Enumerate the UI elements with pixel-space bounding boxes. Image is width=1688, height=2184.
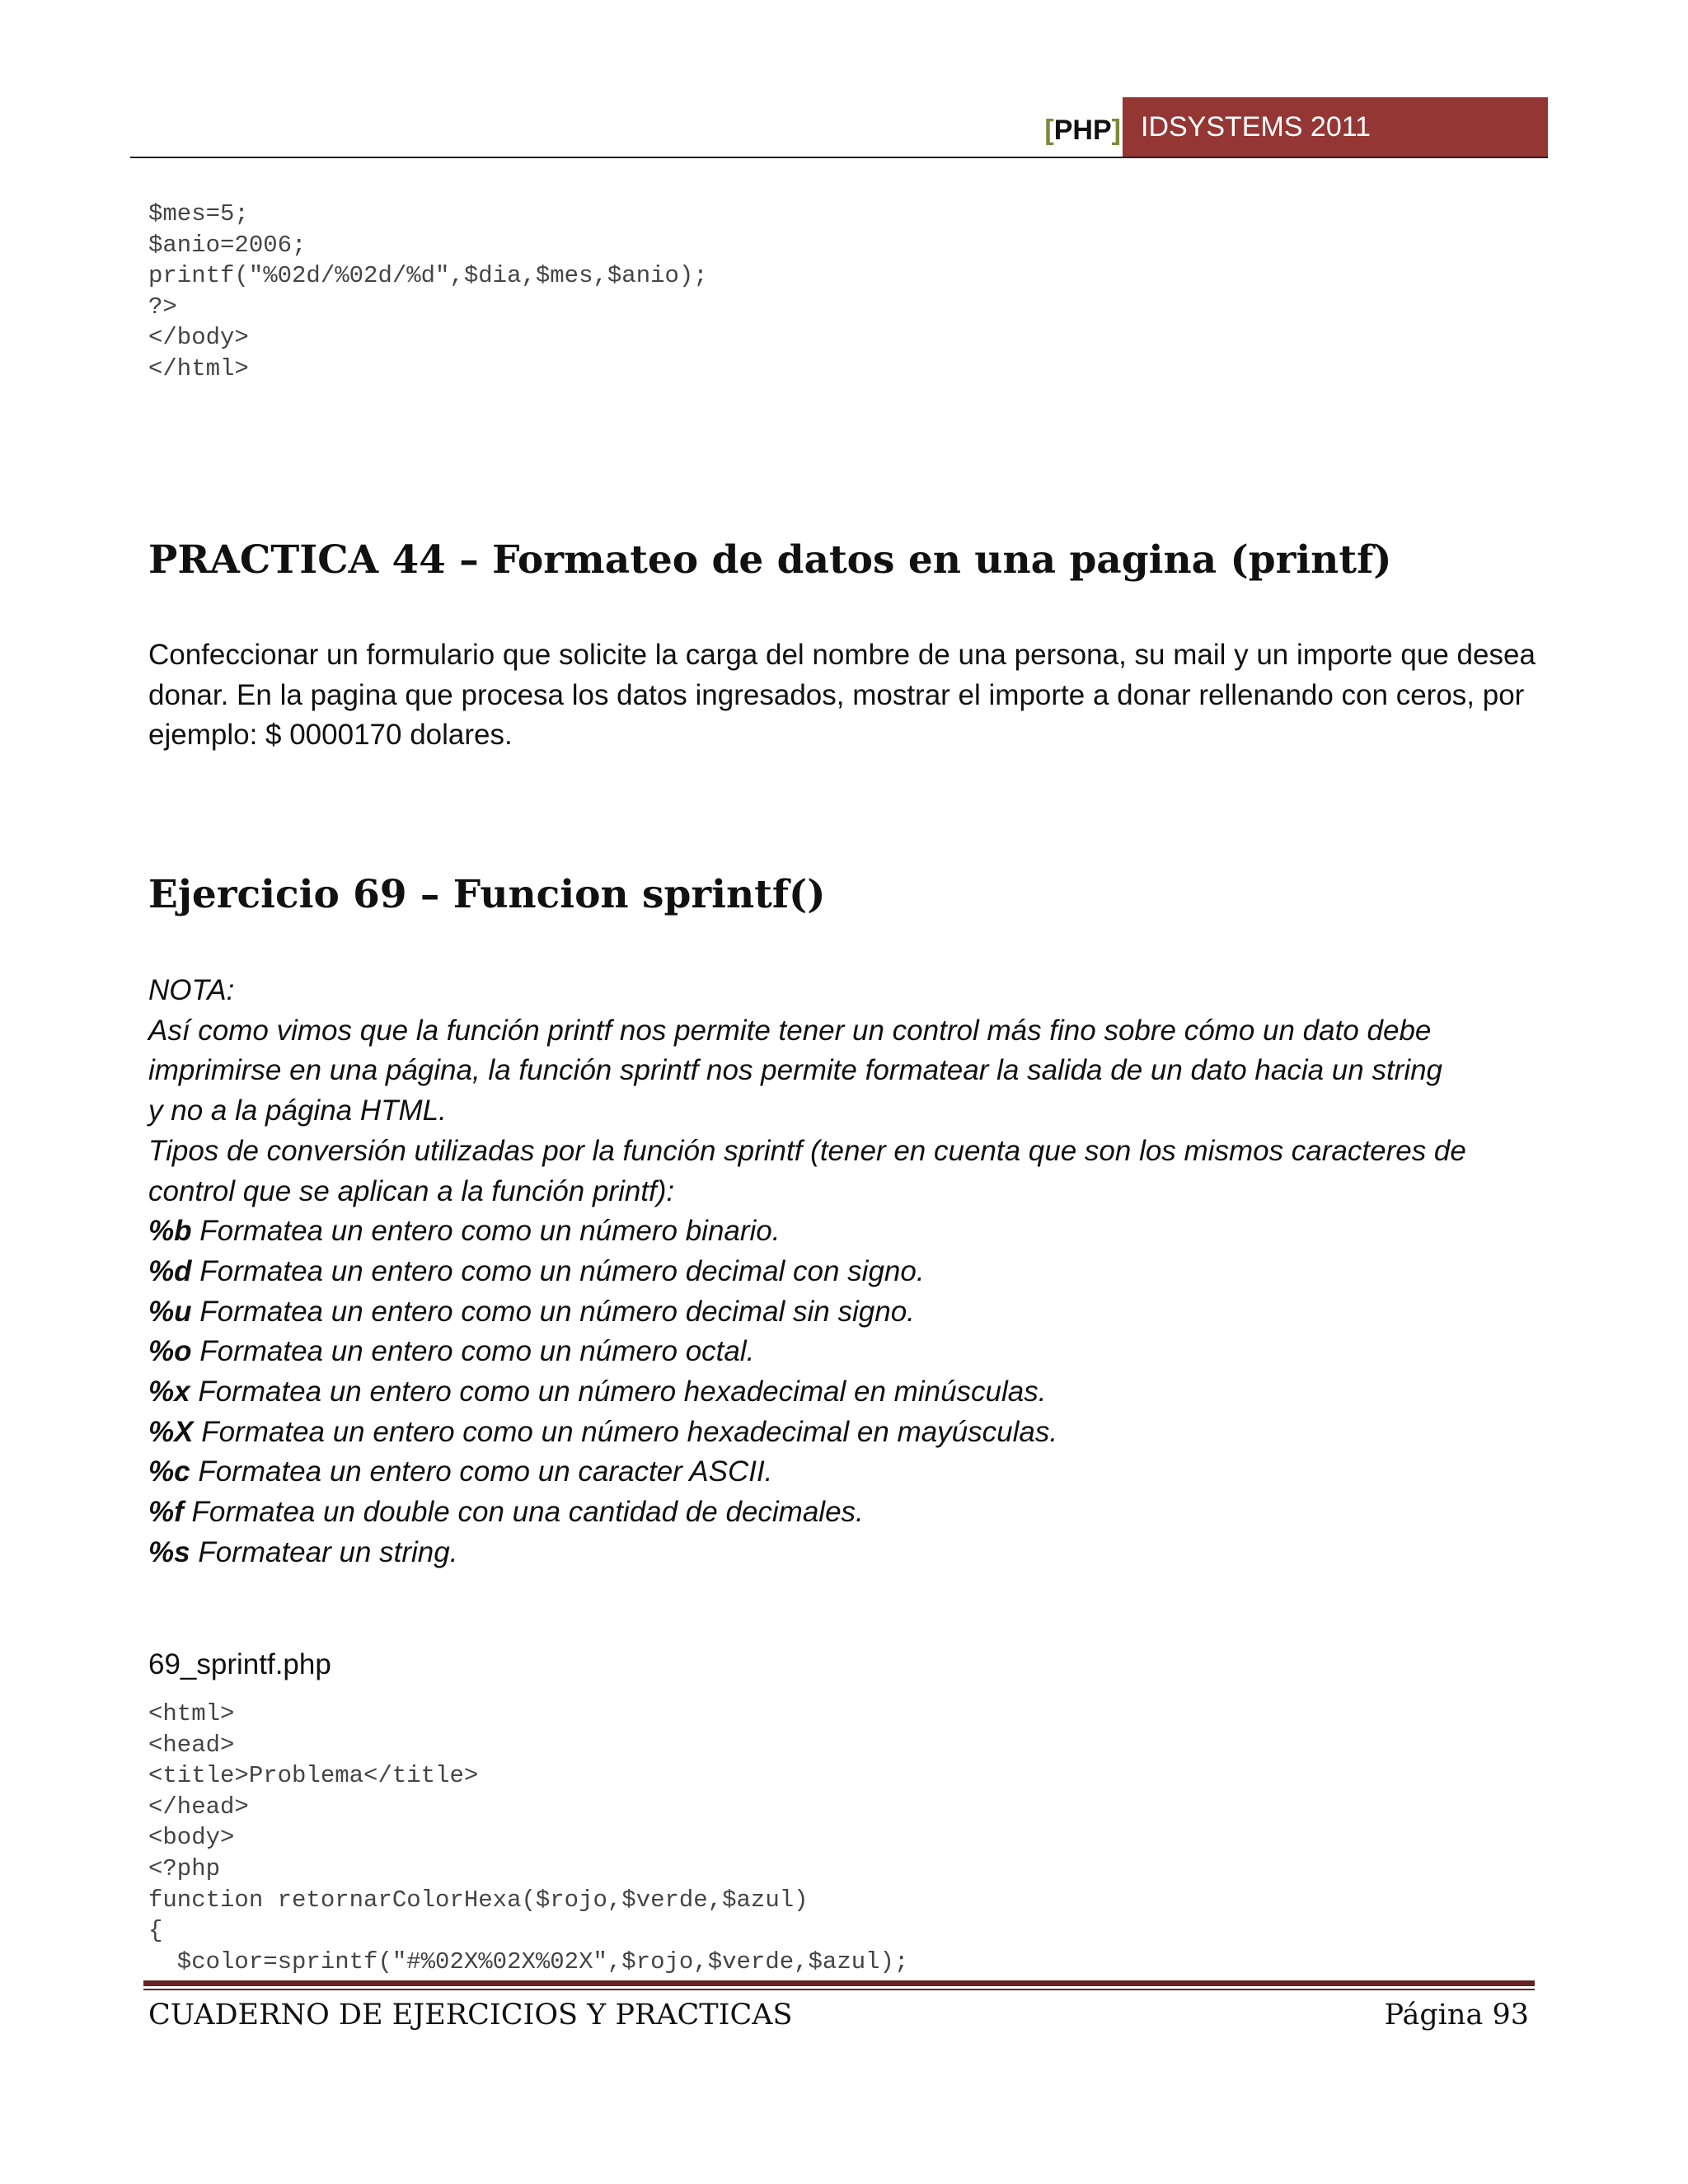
- note-line: Tipos de conversión utilizadas por la función sprintf (tener en cuenta que son los mismos caracteres de: [148, 1134, 1466, 1167]
- code-line: </body>: [148, 324, 249, 352]
- header-bracket-close: ]: [1111, 114, 1121, 146]
- format-code: %c: [148, 1455, 190, 1488]
- footer-rule-thin: [143, 1989, 1535, 1990]
- format-desc: Formatea un entero como un número binario.: [191, 1215, 781, 1248]
- format-item: [148, 1533, 1550, 1573]
- format-item: [148, 1413, 1550, 1453]
- note-label: NOTA:: [148, 974, 235, 1006]
- practica-title: PRACTICA 44 – Formateo de datos en una pagina (printf): [148, 537, 1392, 583]
- code-line: {: [148, 1917, 163, 1945]
- note-line: Así como vimos que la función printf nos permite tener un control más fino sobre cómo un dato debe: [148, 1014, 1432, 1047]
- code-line: <body>: [148, 1824, 235, 1852]
- format-code: %f: [148, 1496, 184, 1529]
- format-item: [148, 1493, 1550, 1533]
- header-series-box: [1123, 97, 1548, 157]
- code-line: $color=sprintf("#%02X%02X%02X",$rojo,$verde,$azul);: [148, 1947, 909, 1975]
- format-code: %s: [148, 1535, 190, 1568]
- format-code: %x: [148, 1376, 190, 1408]
- header-series-label: IDSYSTEMS 2011: [1141, 110, 1372, 143]
- code-line: <?php: [148, 1854, 221, 1882]
- note-line: control que se aplican a la función printf):: [148, 1174, 675, 1207]
- format-desc: Formatea un entero como un número hexadecimal en mayúsculas.: [193, 1415, 1058, 1448]
- format-item: [148, 1452, 1550, 1493]
- code-line: ?>: [148, 293, 177, 321]
- code-line: <title>Problema</title>: [148, 1762, 479, 1790]
- format-code: %b: [148, 1215, 192, 1248]
- footer-rule: [143, 1980, 1535, 1986]
- header-rule: [130, 157, 1548, 158]
- format-item: [148, 1212, 1550, 1252]
- format-desc: Formatea un double con una cantidad de decimales.: [183, 1496, 864, 1529]
- code-block-top: [148, 199, 708, 385]
- note-line: y no a la página HTML.: [148, 1094, 447, 1127]
- format-item: [148, 1292, 1550, 1333]
- footer-title: CUADERNO DE EJERCICIOS Y PRACTICAS: [148, 1999, 793, 2032]
- format-item: [148, 1332, 1550, 1372]
- format-desc: Formatea un entero como un número decimal sin signo.: [191, 1295, 915, 1328]
- format-desc: Formatea un entero como un número octal.: [191, 1335, 755, 1368]
- code-line: </html>: [148, 354, 249, 382]
- ejercicio-title: Ejercicio 69 – Funcion sprintf(): [148, 872, 826, 917]
- format-code: %X: [148, 1415, 194, 1448]
- code-line: <html>: [148, 1700, 235, 1727]
- header-bracket-open: [: [1044, 114, 1054, 146]
- page-number: Página 93: [1384, 1999, 1529, 2032]
- format-item: [148, 1252, 1550, 1292]
- header-tag-label: PHP: [1053, 114, 1112, 146]
- format-desc: Formatear un string.: [190, 1535, 458, 1568]
- code-line: $anio=2006;: [148, 231, 307, 259]
- header-tag: [1044, 105, 1121, 155]
- format-desc: Formatea un entero como un número hexadecimal en minúsculas.: [190, 1376, 1047, 1408]
- code-line: printf("%02d/%02d/%d",$dia,$mes,$anio);: [148, 262, 708, 290]
- format-desc: Formatea un entero como un número decimal con signo.: [191, 1254, 925, 1287]
- practica-body: Confeccionar un formulario que solicite la carga del nombre de una persona, su mail y un importe que desea donar. En la pagina que procesa los datos ingresados, mostrar el importe a donar rellenando con ceros, por ejemplo: $ 0000170 dolares.: [148, 639, 1536, 751]
- note-line: imprimirse en una página, la función sprintf nos permite formatear la salida de un dato hacia un string: [148, 1054, 1443, 1087]
- format-item: [148, 1372, 1550, 1413]
- code-block-sprintf: [148, 1699, 908, 1977]
- code-line: <head>: [148, 1731, 235, 1759]
- format-desc: Formatea un entero como un caracter ASCII.: [190, 1455, 773, 1488]
- format-code: %u: [148, 1295, 192, 1328]
- code-line: $mes=5;: [148, 200, 249, 227]
- code-line: function retornarColorHexa($rojo,$verde,$azul): [148, 1886, 809, 1914]
- code-line: </head>: [148, 1793, 249, 1821]
- format-code: %d: [148, 1254, 192, 1287]
- note-block: [148, 971, 1550, 1573]
- code-filename: 69_sprintf.php: [148, 1648, 331, 1680]
- format-code: %o: [148, 1335, 192, 1368]
